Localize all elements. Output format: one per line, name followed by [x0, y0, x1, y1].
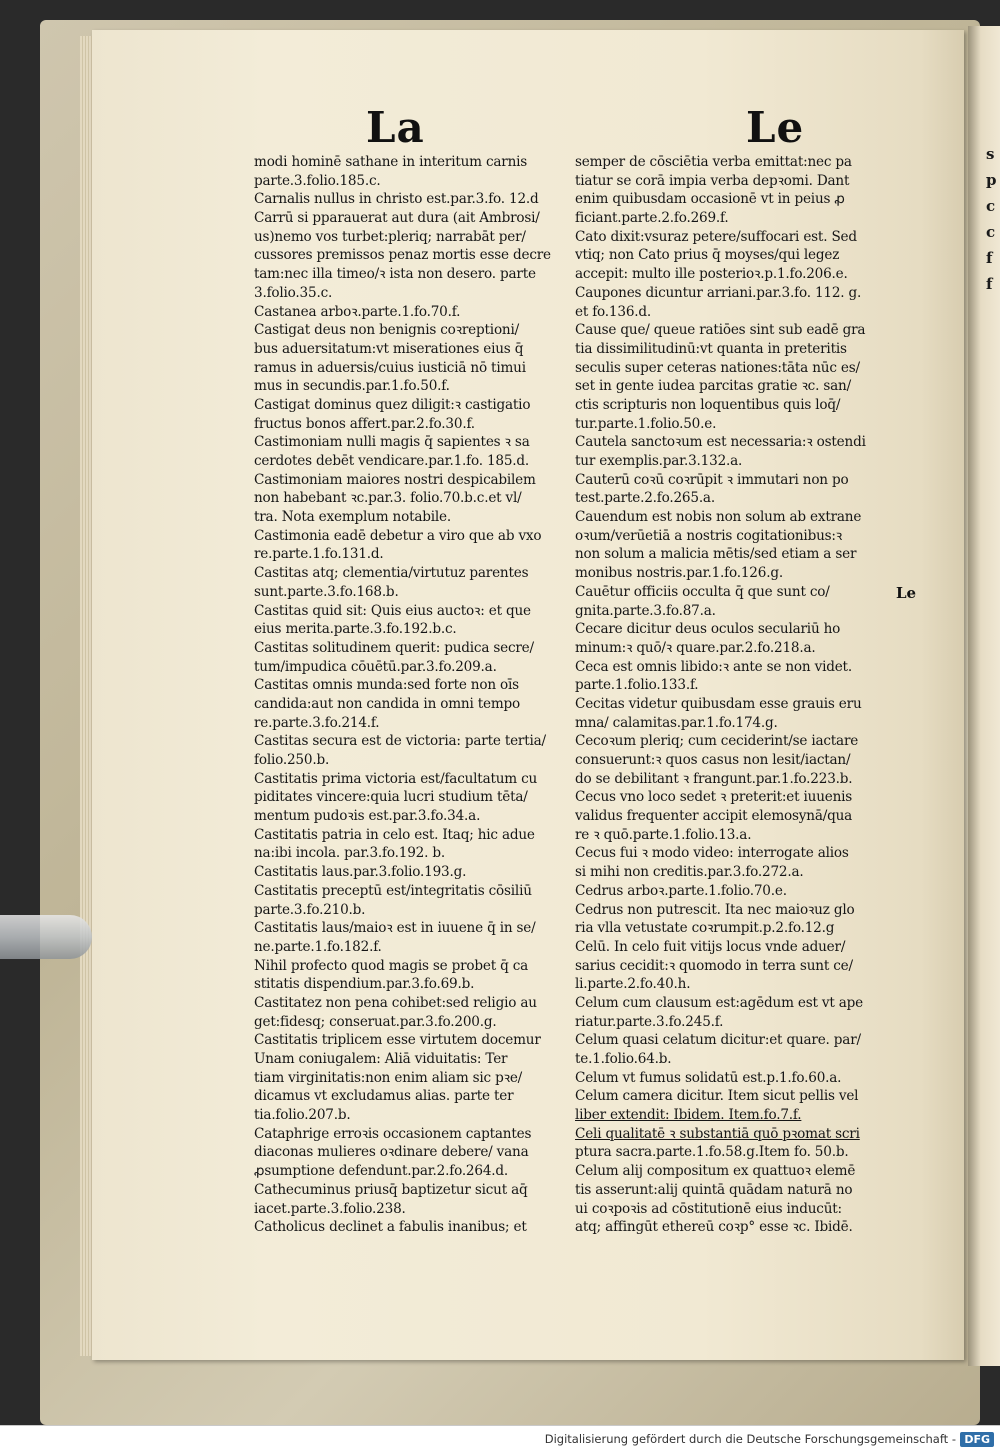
index-line: Cecus vno loco sedet ꝛ preterit:et iuuenis [575, 789, 853, 806]
index-line: tia dissimilitudinū:vt quanta in preteritis [575, 340, 847, 357]
index-line: Celi qualitatē ꝛ substantiā quō pꝛomat scri [575, 1125, 860, 1142]
index-line: non solum a malicia mētis/sed etiam a ser [575, 546, 857, 563]
index-line: Ceca est omnis libido:ꝛ ante se non videt. [575, 658, 852, 675]
index-line: semper de cōsciētia verba emittat:nec pa [575, 154, 852, 170]
index-line: Cecus fui ꝛ modo video: interrogate alios [575, 845, 849, 862]
index-line: Castitatis prima victoria est/facultatum cu [254, 770, 538, 787]
index-line: Castigat dominus quez diligit:ꝛ castigatio [254, 396, 531, 413]
index-line: ria vlla vetustate coꝛrumpit.p.2.fo.12.g [575, 920, 835, 937]
index-line: ꝓsumptione defendunt.par.2.fo.264.d. [254, 1163, 509, 1180]
index-line: validus frequenter accipit elemosynā/qua [575, 808, 853, 825]
index-line: re.parte.1.fo.131.d. [254, 546, 384, 563]
running-head-left: La [366, 103, 425, 152]
index-line: Celum camera dicitur. Item sicut pellis vel [575, 1088, 859, 1105]
index-line: test.parte.2.fo.265.a. [575, 490, 715, 507]
index-line: Cecoꝛum pleriq; cum ceciderint/se iactare [575, 733, 859, 750]
facing-page-fragment: f [986, 249, 993, 267]
index-line: Castitas atq; clementia/virtutuz parentes [254, 565, 529, 582]
index-line: parte.1.folio.133.f. [575, 677, 699, 694]
index-line: Caupones dicuntur arriani.par.3.fo. 112. g. [575, 284, 862, 301]
index-line: Castitas secura est de victoria: parte tertia/ [254, 733, 546, 750]
index-line: parte.3.fo.210.b. [254, 901, 366, 918]
index-line: vtiq; non Cato prius q̄ moyses/qui legez [575, 247, 840, 264]
index-line: si mihi non creditis.par.3.fo.272.a. [575, 864, 804, 881]
index-line: tur.parte.1.folio.50.e. [575, 415, 717, 432]
facing-page-fragment: c [986, 223, 996, 241]
index-line: cerdotes debēt vendicare.par.1.fo. 185.d. [254, 453, 530, 469]
index-line: ui coꝛpoꝛis ad cōstitutionē eius inducūt: [575, 1200, 842, 1217]
index-line: Castitatis laus.par.3.folio.193.g. [254, 864, 467, 881]
index-line: monibus nostris.par.1.fo.126.g. [575, 565, 783, 582]
index-line: tis asserunt:alij quintā quādam naturā no [575, 1181, 853, 1198]
facing-page-fragment: s [986, 145, 995, 163]
index-line: li.parte.2.fo.40.h. [575, 976, 691, 993]
footer-bar [0, 1425, 1000, 1454]
index-line: Cato dixit:vsuraz petere/suffocari est. Sed [575, 228, 857, 245]
index-line: gnita.parte.3.fo.87.a. [575, 602, 716, 619]
index-line: piditates vincere:quia lucri studium tēta/ [254, 789, 528, 806]
index-line: Castitatis triplicem esse virtutem docemur [254, 1032, 541, 1049]
index-line: modi hominē sathane in interitum carnis [254, 154, 528, 170]
index-line: eius merita.parte.3.fo.192.b.c. [254, 621, 457, 638]
index-line: liber extendit: Ibidem. Item.fo.7.f. [575, 1107, 802, 1124]
index-line: mentum pudoꝛis est.par.3.fo.34.a. [254, 808, 481, 825]
index-line: tiatur se corā impia verba depꝛomi. Dant [575, 172, 850, 189]
running-head-right: Le [746, 103, 805, 152]
index-line: enim quibusdam occasionē vt in peius ꝓ [575, 191, 845, 208]
index-line: set in gente iudea parcitas gratie ꝛc. san/ [575, 378, 851, 395]
index-line: non habebant ꝛc.par.3. folio.70.b.c.et vl/ [254, 490, 522, 507]
index-line: riatur.parte.3.fo.245.f. [575, 1013, 724, 1030]
index-line: folio.250.b. [254, 752, 330, 768]
index-line: Cataphrige erroꝛis occasionem captantes [254, 1125, 532, 1142]
facing-page-fragment: c [986, 197, 996, 215]
index-column-left [254, 153, 582, 1237]
index-line: get:fidesq; conseruat.par.3.fo.200.g. [254, 1013, 497, 1030]
index-line: iacet.parte.3.folio.238. [254, 1200, 406, 1217]
index-line: Castanea arboꝛ.parte.1.fo.70.f. [254, 303, 461, 320]
index-line: Cathecuminus priusq̄ baptizetur sicut aq̄ [254, 1181, 528, 1198]
index-line: Castimoniam nulli magis q̄ sapientes ꝛ sa [254, 434, 530, 451]
index-line: mus in secundis.par.1.fo.50.f. [254, 378, 450, 395]
index-line: ptura sacra.parte.1.fo.58.g.Item fo. 50.b. [575, 1144, 849, 1161]
index-line: Castitas quid sit: Quis eius auctoꝛ: et que [254, 602, 531, 619]
index-line: us)nemo vos turbet:pleriq; narrabāt per/ [254, 228, 526, 245]
index-line: 3.folio.35.c. [254, 284, 333, 301]
index-line: Nihil profecto quod magis se probet q̄ ca [254, 957, 529, 974]
index-line: Carnalis nullus in christo est.par.3.fo. 12.d [254, 191, 539, 208]
index-line: Celum vt fumus solidatū est.p.1.fo.60.a. [575, 1069, 842, 1086]
index-line: cussores premissos penaz mortis esse decre [254, 247, 551, 264]
index-line: Castimoniam maiores nostri despicabilem [254, 471, 536, 488]
index-line: accepit: multo ille posterioꝛ.p.1.fo.206.e. [575, 266, 848, 283]
index-line: Castitatis patria in celo est. Itaq; hic adue [254, 826, 535, 843]
index-line: tra. Nota exemplum notabile. [254, 509, 452, 526]
index-line: sarius cecidit:ꝛ quomodo in terra sunt ce/ [575, 957, 853, 974]
index-line: tam:nec illa timeo/ꝛ ista non desero. parte [254, 266, 536, 283]
index-line: fructus bonos affert.par.2.fo.30.f. [254, 415, 475, 432]
index-line: Celū. In celo fuit vitijs locus vnde aduer/ [575, 938, 846, 955]
index-line: te.1.folio.64.b. [575, 1051, 672, 1067]
index-line: Cedrus non putrescit. Ita nec maioꝛuz glo [575, 901, 855, 918]
index-line: diaconas mulieres oꝛdinare debere/ vana [254, 1144, 529, 1161]
index-line: ficiant.parte.2.fo.269.f. [575, 210, 729, 227]
index-column-right [575, 153, 895, 1237]
index-line: ne.parte.1.fo.182.f. [254, 938, 382, 955]
page-clip [0, 915, 92, 959]
index-line: tia.folio.207.b. [254, 1107, 351, 1124]
index-line: et fo.136.d. [575, 303, 652, 320]
index-line: Castimonia eadē debetur a viro que ab vxo [254, 527, 542, 544]
index-line: seculis super ceteras nationes:tāta nūc es/ [575, 359, 860, 376]
index-line: dicamus vt excludamus alias. parte ter [254, 1088, 514, 1105]
footer-credit: Digitalisierung gefördert durch die Deutsche Forschungsgemeinschaft - [544, 1432, 956, 1446]
facing-page-fragment: f [986, 275, 993, 293]
index-line: mna/ calamitas.par.1.fo.174.g. [575, 714, 778, 731]
index-line: Cauētur officiis occulta q̄ que sunt co/ [575, 583, 830, 600]
index-line: Castitatis preceptū est/integritatis cōsiliū [254, 882, 532, 899]
index-line: ramus in aduersis/cuius iusticiā nō timui [254, 359, 526, 376]
index-line: Cecare dicitur deus oculos seculariū ho [575, 621, 841, 638]
index-line: Catholicus declinet a fabulis inanibus; et [254, 1219, 527, 1236]
index-line: Castitas omnis munda:sed forte non oīs [254, 677, 519, 694]
index-line: Celum quasi celatum dicitur:et quare. par/ [575, 1032, 861, 1049]
index-line: Unam coniugalem: Aliā viduitatis: Ter [254, 1051, 508, 1067]
facing-page-edge [968, 26, 1000, 1366]
index-line: re.parte.3.fo.214.f. [254, 714, 380, 731]
dfg-logo: DFG [960, 1432, 994, 1447]
index-line: atq; affingūt ethereū coꝛp° esse ꝛc. Ibidē. [575, 1219, 853, 1236]
facing-page-text-fragments [986, 141, 997, 297]
index-line: Cecitas videtur quibusdam esse grauis eru [575, 695, 862, 712]
index-line: ctis scripturis non loquentibus quis loq̄/ [575, 396, 841, 413]
index-line: tur exemplis.par.3.132.a. [575, 453, 743, 469]
index-line: Celum alij compositum ex quattuoꝛ elemē [575, 1163, 856, 1180]
index-line: sunt.parte.3.fo.168.b. [254, 583, 399, 600]
index-line: Cauendum est nobis non solum ab extrane [575, 509, 862, 526]
margin-note: Le [896, 584, 917, 602]
index-line: Castitatez non pena cohibet:sed religio au [254, 994, 537, 1011]
index-line: na:ibi incola. par.3.fo.192. b. [254, 845, 445, 862]
index-line: Cause que/ queue ratiōes sint sub eadē gra [575, 322, 866, 339]
running-head-ghost [676, 112, 736, 140]
index-line: consuerunt:ꝛ quos casus non lesit/iactan/ [575, 752, 851, 768]
index-line: Cautela sanctoꝛum est necessaria:ꝛ ostendi [575, 434, 866, 451]
index-line: oꝛum/verūetiā a nostris cogitationibus:ꝛ [575, 527, 843, 544]
index-line: Castigat deus non benignis coꝛreptioni/ [254, 322, 520, 339]
facing-page-fragment: p [986, 171, 997, 189]
index-line: minum:ꝛ quō/ꝛ quare.par.2.fo.218.a. [575, 639, 816, 656]
index-line: candida:aut non candida in omni tempo [254, 695, 521, 712]
index-line: Cedrus arboꝛ.parte.1.folio.70.e. [575, 882, 787, 899]
index-line: Castitas solitudinem querit: pudica secre/ [254, 639, 534, 656]
index-line: do se debilitant ꝛ frangunt.par.1.fo.223.b. [575, 770, 853, 787]
index-line: Castitatis laus/maioꝛ est in iuuene q̄ in se/ [254, 920, 536, 937]
index-line: re ꝛ quō.parte.1.folio.13.a. [575, 826, 752, 843]
index-line: tiam virginitatis:non enim aliam sic pꝛe/ [254, 1069, 523, 1086]
index-line: tum/impudica cōuētū.par.3.fo.209.a. [254, 658, 497, 675]
index-line: parte.3.folio.185.c. [254, 172, 381, 189]
index-line: Celum cum clausum est:agēdum est vt ape [575, 994, 864, 1011]
index-line: Cauterū coꝛū coꝛrūpit ꝛ immutari non po [575, 471, 849, 488]
index-line: stitatis dispendium.par.3.fo.69.b. [254, 976, 475, 993]
index-line: bus aduersitatum:vt miserationes eius q̄ [254, 340, 524, 357]
index-line: Carrū si pparauerat aut dura (ait Ambrosi/ [254, 210, 540, 227]
